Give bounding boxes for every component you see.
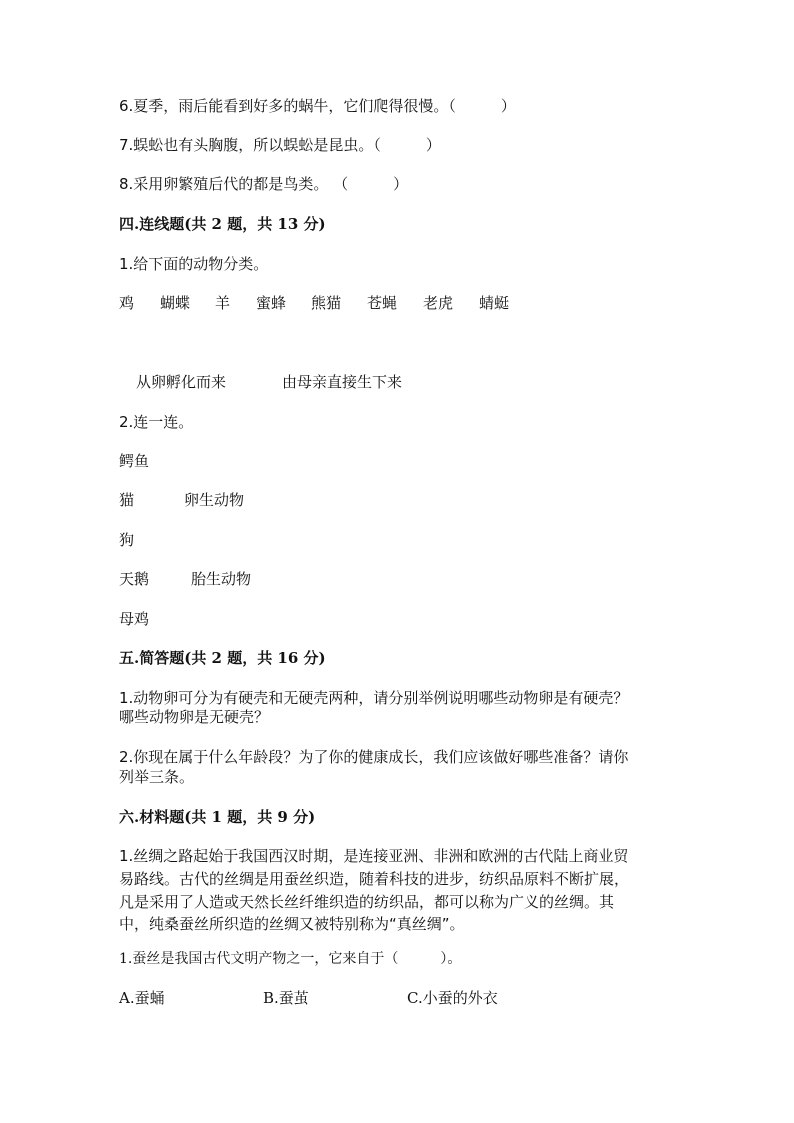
- judge-question-6: 6.夏季，雨后能看到好多的蜗牛，它们爬得很慢。（ ）: [119, 97, 516, 115]
- match-animal: 鳄鱼: [119, 452, 150, 470]
- material-line: 1.丝绸之路起始于我国西汉时期，是连接亚洲、非洲和欧洲的古代陆上商业贸: [119, 847, 629, 865]
- s5-q2-line2: 列举三条。: [119, 768, 195, 786]
- category-viviparous: 由母亲直接生下来: [282, 373, 403, 391]
- animal-item: 熊猫: [311, 294, 342, 312]
- animal-item: 老虎: [423, 294, 454, 312]
- animal-item: 蜻蜓: [479, 294, 510, 312]
- animal-item: 鸡: [119, 294, 135, 312]
- judge-question-7: 7.蜈蚣也有头胸腹，所以蜈蚣是昆虫。（ ）: [119, 136, 441, 154]
- match-animal: 天鹅: [119, 570, 150, 588]
- match-type: 胎生动物: [191, 570, 252, 588]
- s5-q1-line1: 1.动物卵可分为有硬壳和无硬壳两种，请分别举例说明哪些动物卵是有硬壳？: [119, 689, 629, 707]
- s5-q1-line2: 哪些动物卵是无硬壳？: [119, 708, 270, 726]
- animal-item: 蝴蝶: [160, 294, 191, 312]
- material-line: 中，纯桑蚕丝所织造的丝绸又被特别称为“真丝绸”。: [119, 915, 465, 933]
- section-6-title: 六.材料题(共 1 题，共 9 分): [119, 808, 316, 826]
- animal-item: 羊: [215, 294, 231, 312]
- category-oviparous: 从卵孵化而来: [136, 373, 227, 391]
- s4-question-1: 1.给下面的动物分类。: [119, 255, 269, 273]
- match-animal: 猫: [119, 491, 135, 509]
- judge-question-8: 8.采用卵繁殖后代的都是鸟类。 （ ）: [119, 175, 409, 193]
- match-animal: 狗: [119, 531, 135, 549]
- section-4-title: 四.连线题(共 2 题，共 13 分): [119, 215, 326, 233]
- match-type: 卵生动物: [184, 491, 245, 509]
- option-c: C.小蚕的外衣: [407, 989, 498, 1007]
- animal-item: 苍蝇: [367, 294, 398, 312]
- s6-sub-question: 1.蚕丝是我国古代文明产物之一，它来自于（ ）。: [119, 951, 462, 967]
- option-b: B.蚕茧: [263, 989, 309, 1007]
- s4-question-2: 2.连一连。: [119, 413, 194, 431]
- section-5-title: 五.简答题(共 2 题，共 16 分): [119, 649, 326, 667]
- s5-q2-line1: 2.你现在属于什么年龄段？为了你的健康成长，我们应该做好哪些准备？请你: [119, 748, 629, 766]
- option-a: A.蚕蛹: [119, 989, 165, 1007]
- animal-item: 蜜蜂: [256, 294, 287, 312]
- material-line: 易路线。古代的丝绸是用蚕丝织造，随着科技的进步，纺织品原料不断扩展，: [119, 870, 630, 888]
- match-animal: 母鸡: [119, 610, 150, 628]
- material-line: 凡是采用了人造或天然长丝纤维织造的纺织品，都可以称为广义的丝绸。其: [119, 893, 615, 911]
